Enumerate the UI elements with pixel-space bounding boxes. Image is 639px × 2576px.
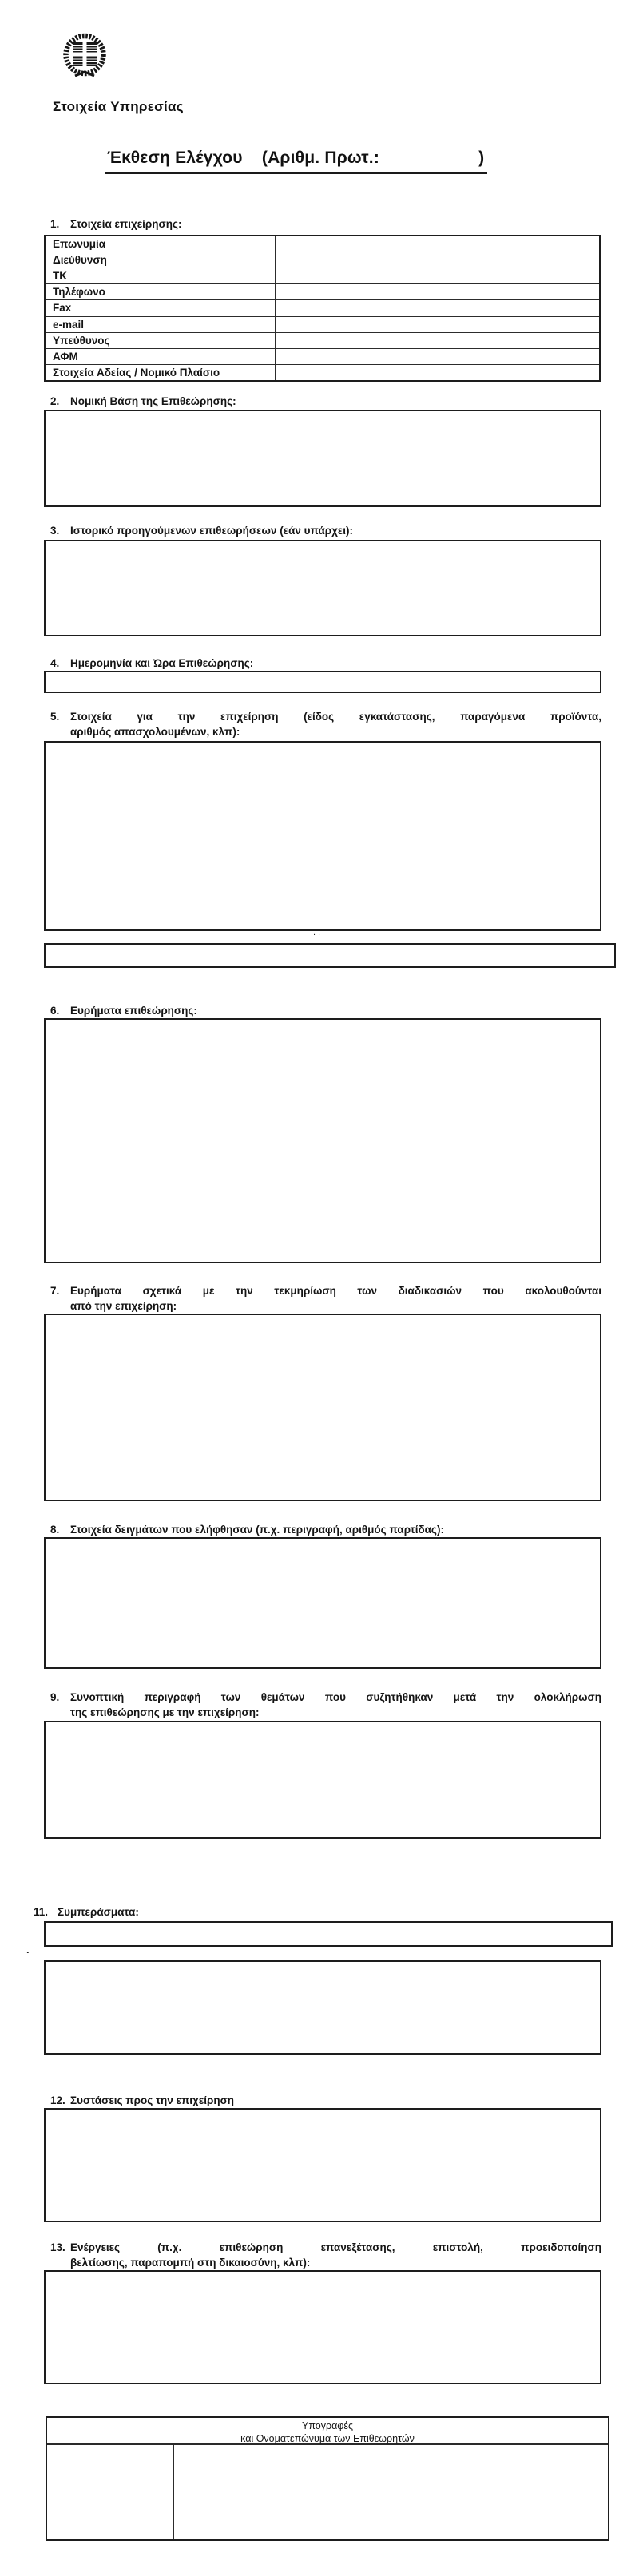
signatures-table — [46, 2416, 609, 2541]
section-12-heading: 12. Συστάσεις προς την επιχείρηση — [50, 2094, 235, 2106]
section-1-heading: 1. Στοιχεία επιχείρησης: — [50, 218, 182, 230]
service-details-label: Στοιχεία Υπηρεσίας — [53, 99, 184, 114]
scan-dot-artifact: . — [26, 1944, 30, 1956]
company-field-label: Στοιχεία Αδείας / Νομικό Πλαίσιο — [46, 365, 276, 380]
company-field-label: Fax — [46, 300, 276, 315]
table-row — [46, 284, 599, 300]
section-6-heading: 6. Ευρήματα επιθεώρησης: — [50, 1005, 197, 1017]
company-field-value-cell — [276, 252, 599, 268]
legal-basis-box — [44, 410, 601, 507]
scan-dots-artifact: .. — [313, 928, 323, 937]
table-row — [46, 365, 599, 380]
table-row — [46, 317, 599, 333]
signatures-table-header — [47, 2418, 608, 2445]
company-field-value-cell — [276, 236, 599, 252]
protocol-close-paren: ) — [478, 149, 485, 167]
section-7-heading: 7. Ευρήματα σχετικά με την τεκμηρίωση των διαδικασιών που ακολουθούνται από την επιχείρηση: — [50, 1285, 601, 1312]
company-field-label: Διεύθυνση — [46, 252, 276, 268]
table-row — [46, 333, 599, 349]
table-row — [46, 300, 599, 316]
greek-coat-of-arms-icon — [59, 32, 110, 81]
section-13-heading: 13. Ενέργειες (π.χ. επιθεώρηση επανεξέτασης, επιστολή, προειδοποίηση βελτίωσης, παραπομπή στη δικαιοσύνη, κλπ): — [50, 2241, 601, 2269]
company-field-label: ΤΚ — [46, 268, 276, 283]
company-field-label: e-mail — [46, 317, 276, 332]
section-9-heading: 9. Συνοπτική περιγραφή των θεμάτων που συζητήθηκαν μετά την ολοκλήρωση της επιθεώρησης με την επιχείρηση: — [50, 1691, 601, 1718]
company-details-table — [44, 235, 601, 382]
business-details-extra-box — [44, 943, 616, 968]
section-8-heading: 8. Στοιχεία δειγμάτων που ελήφθησαν (π.χ. περιγραφή, αριθμός παρτίδας): — [50, 1524, 444, 1536]
report-title-text: Έκθεση Ελέγχου — [107, 149, 243, 167]
section-3-heading: 3. Ιστορικό προηγούμενων επιθεωρήσεων (εάν υπάρχει): — [50, 525, 354, 537]
inspection-datetime-box — [44, 671, 601, 693]
company-field-value-cell — [276, 300, 599, 315]
discussion-summary-box — [44, 1721, 601, 1839]
company-field-value-cell — [276, 349, 599, 364]
company-field-value-cell — [276, 268, 599, 283]
actions-box — [44, 2270, 601, 2384]
conclusions-box — [44, 1960, 601, 2055]
table-row — [46, 252, 599, 268]
signatures-header-line2: και Ονοματεπώνυμα των Επιθεωρητών — [240, 2433, 415, 2444]
conclusions-line-box — [44, 1921, 613, 1947]
table-row — [46, 349, 599, 365]
company-field-value-cell — [276, 365, 599, 380]
company-field-label: ΑΦΜ — [46, 349, 276, 364]
company-field-value-cell — [276, 317, 599, 332]
company-field-label: Τηλέφωνο — [46, 284, 276, 299]
section-2-heading: 2. Νομική Βάση της Επιθεώρησης: — [50, 395, 236, 407]
signatures-header-line1: Υπογραφές — [301, 2420, 354, 2431]
company-field-value-cell — [276, 333, 599, 348]
findings-box — [44, 1018, 601, 1263]
company-field-value-cell — [276, 284, 599, 299]
signatures-left-cell — [47, 2445, 174, 2539]
protocol-number-label: (Αριθμ. Πρωτ.: — [261, 149, 380, 167]
signatures-table-body — [47, 2445, 608, 2539]
business-details-box — [44, 741, 601, 931]
signatures-right-cell — [174, 2445, 608, 2539]
section-5-heading: 5. Στοιχεία για την επιχείρηση (είδος εγκατάστασης, παραγόμενα προϊόντα, αριθμός απασχολουμένων, κλπ): — [50, 711, 601, 738]
report-title — [105, 149, 487, 174]
table-row — [46, 268, 599, 284]
samples-box — [44, 1537, 601, 1669]
company-field-label: Επωνυμία — [46, 236, 276, 252]
section-11-heading: 11. Συμπεράσματα: — [34, 1906, 139, 1918]
recommendations-box — [44, 2108, 601, 2222]
inspection-history-box — [44, 540, 601, 636]
documentation-findings-box — [44, 1314, 601, 1501]
table-row — [46, 236, 599, 252]
company-field-label: Υπεύθυνος — [46, 333, 276, 348]
section-4-heading: 4. Ημερομηνία και Ώρα Επιθεώρησης: — [50, 657, 254, 669]
